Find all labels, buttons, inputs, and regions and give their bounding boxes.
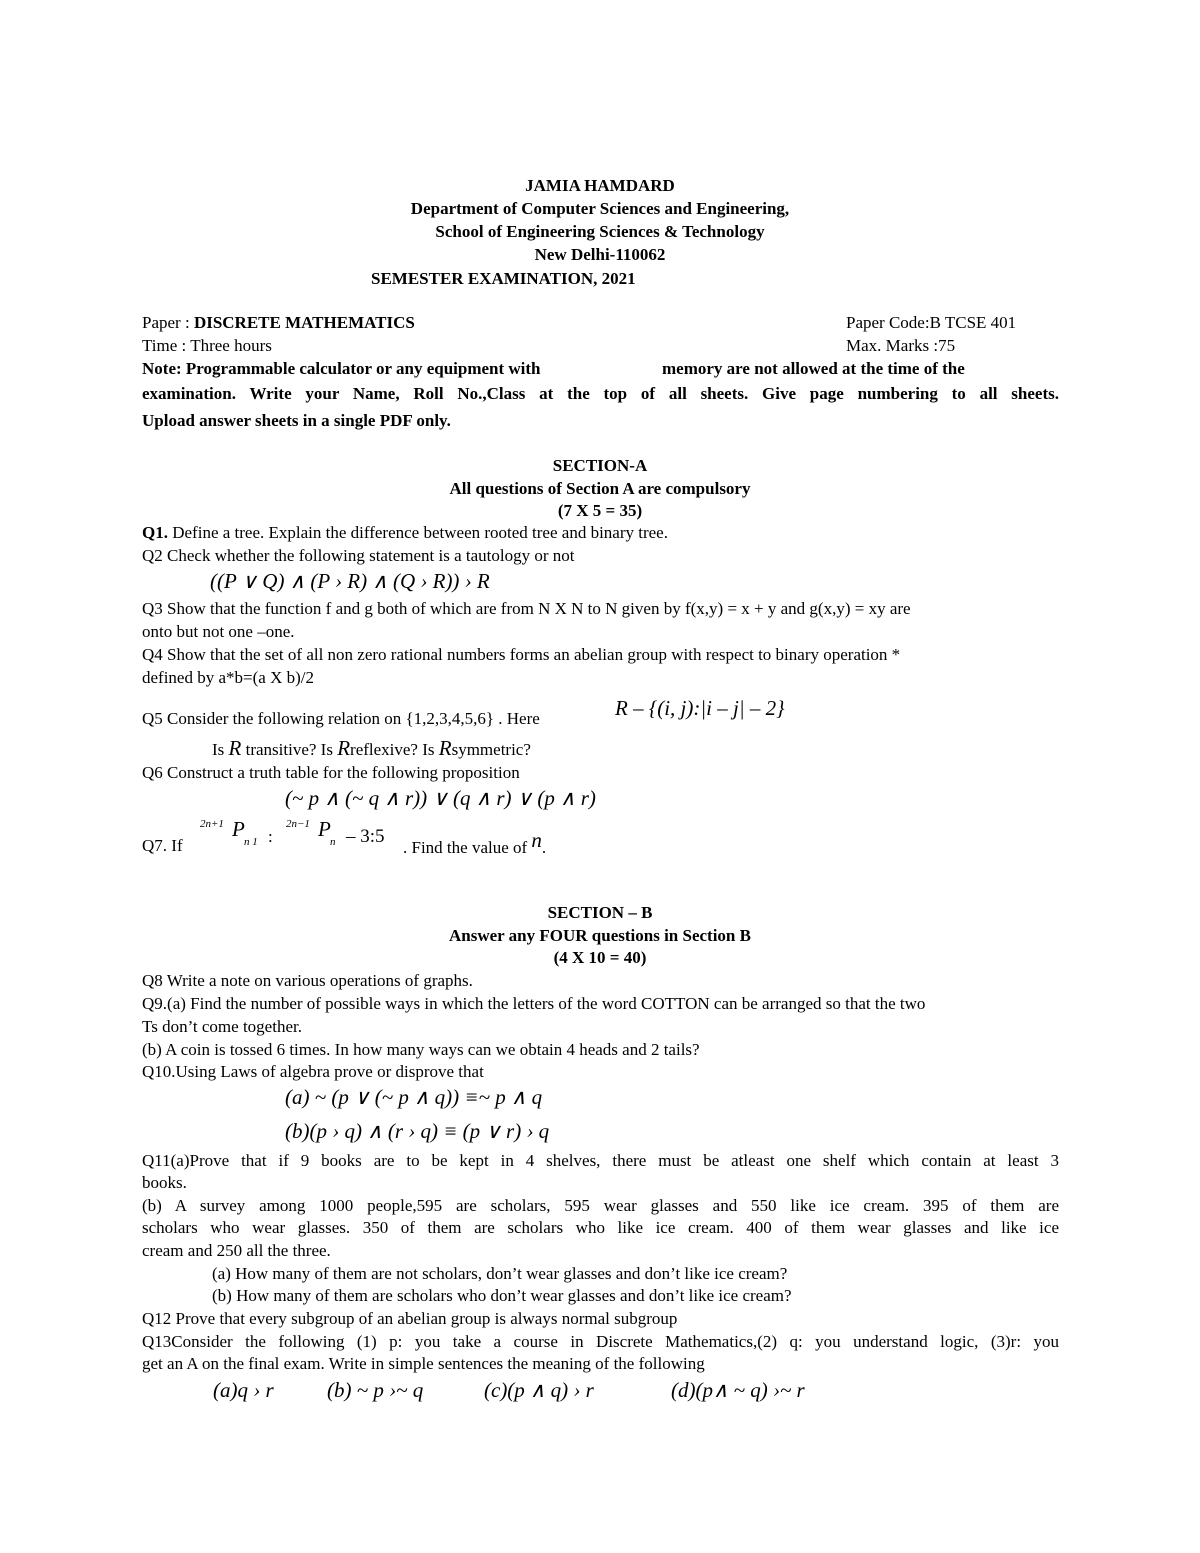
q13-formula-b: (b) ~ p ›~ q — [327, 1378, 424, 1402]
q1-text: Define a tree. Explain the difference between rooted tree and binary tree. — [167, 523, 668, 542]
department-name: Department of Computer Sciences and Engineering, — [410, 199, 790, 218]
max-marks: Max. Marks :75 — [846, 336, 956, 355]
city-line: New Delhi-110062 — [534, 245, 666, 264]
q5-r-symbol-2: R — [337, 736, 351, 760]
paper-label: Paper : — [142, 313, 194, 332]
q5-r-symbol-3: R — [438, 736, 452, 760]
section-a-title: SECTION-A — [552, 456, 648, 475]
time-line: Time : Three hours — [142, 336, 272, 355]
q7-n-symbol: n — [531, 828, 542, 852]
q10-formula-a: (a) ~ (p ∨ (~ p ∧ q)) ≡~ p ∧ q — [285, 1085, 543, 1109]
q7-sup-1: 2n+1 — [200, 818, 224, 830]
paper-code: Paper Code:B TCSE 401 — [846, 313, 1017, 332]
paper-name: DISCRETE MATHEMATICS — [193, 313, 415, 332]
note-line-1a: Note: Programmable calculator or any equipment with — [142, 359, 541, 378]
question-9-line-2: Ts don’t come together. — [142, 1017, 302, 1036]
question-4-line-2: defined by a*b=(a X b)/2 — [142, 668, 314, 687]
q7-end: . — [541, 838, 547, 857]
question-9-b: (b) A coin is tossed 6 times. In how many ways can we obtain 4 heads and 2 tails? — [142, 1040, 700, 1059]
question-3-line-2: onto but not one –one. — [142, 622, 295, 641]
question-10: Q10.Using Laws of algebra prove or disprove that — [142, 1062, 484, 1081]
q7-sub-1: n 1 — [244, 836, 258, 848]
q7-p-1: P — [232, 817, 245, 841]
note-line-1b: memory are not allowed at the time of the — [662, 359, 965, 378]
section-a-instruction: All questions of Section A are compulsory — [449, 479, 751, 498]
q13-formula-c: (c)(p ∧ q) › r — [484, 1378, 594, 1402]
q7-ratio: – 3:5 — [346, 826, 385, 847]
q13-formula-a: (a)q › r — [213, 1378, 274, 1402]
q7-p-2: P — [318, 817, 331, 841]
question-4-line-1: Q4 Show that the set of all non zero rational numbers forms an abelian group with respect to binary operation * — [142, 645, 901, 664]
q1-label: Q1. — [142, 523, 168, 542]
question-1 — [142, 522, 668, 544]
note-line-3: Upload answer sheets in a single PDF only. — [142, 411, 451, 430]
q7-sup-2: 2n−1 — [286, 818, 310, 830]
university-name: JAMIA HAMDARD — [525, 176, 675, 195]
q7-tail — [403, 828, 547, 859]
question-7-label: Q7. If — [142, 836, 183, 855]
question-2: Q2 Check whether the following statement is a tautology or not — [142, 546, 575, 565]
question-11-b-sub-b: (b) How many of them are scholars who don’t wear glasses and don’t like ice cream? — [212, 1286, 792, 1305]
note-line-2: examination. Write your Name, Roll No.,Class at the top of all sheets. Give page numbering to all sheets. — [142, 384, 1059, 403]
question-13-line-2: get an A on the final exam. Write in simple sentences the meaning of the following — [142, 1354, 705, 1373]
question-11-line-2: books. — [142, 1173, 187, 1192]
paper-line — [142, 312, 415, 334]
question-11-b-line-2: scholars who wear glasses. 350 of them are scholars who like ice cream. 400 of them wear glasses and like ice — [142, 1218, 1059, 1237]
q5-transitive: transitive? Is — [241, 740, 338, 759]
q5-is-1: Is — [212, 740, 229, 759]
q5-relation-formula: R – {(i, j):|i – j| – 2} — [615, 696, 785, 720]
section-a-marks: (7 X 5 = 35) — [557, 501, 643, 520]
section-b-title: SECTION – B — [547, 903, 653, 922]
q7-colon: : — [268, 827, 273, 846]
q5-reflexive: reflexive? Is — [350, 740, 439, 759]
question-6: Q6 Construct a truth table for the following proposition — [142, 763, 520, 782]
question-11-b-line-1: (b) A survey among 1000 people,595 are scholars, 595 wear glasses and 550 like ice cream. 395 of them are — [142, 1196, 1059, 1215]
question-5-line-2 — [212, 737, 531, 761]
question-11-line-1: Q11(a)Prove that if 9 books are to be kept in 4 shelves, there must be atleast one shelf which contain at least 3 — [142, 1151, 1059, 1170]
q5-symmetric: symmetric? — [451, 740, 531, 759]
question-13-line-1: Q13Consider the following (1) p: you take a course in Discrete Mathematics,(2) q: you understand logic, (3)r: you — [142, 1332, 1059, 1351]
q5-r-symbol-1: R — [228, 736, 242, 760]
section-b-marks: (4 X 10 = 40) — [553, 948, 647, 967]
q2-formula: ((P ∨ Q) ∧ (P › R) ∧ (Q › R)) › R — [210, 569, 490, 593]
question-8: Q8 Write a note on various operations of graphs. — [142, 971, 473, 990]
question-11-b-sub-a: (a) How many of them are not scholars, don’t wear glasses and don’t like ice cream? — [212, 1264, 788, 1283]
q7-tail-text: . Find the value of — [403, 838, 532, 857]
q6-formula: (~ p ∧ (~ q ∧ r)) ∨ (q ∧ r) ∨ (p ∧ r) — [285, 786, 596, 810]
exam-title: SEMESTER EXAMINATION, 2021 — [371, 269, 636, 288]
question-12: Q12 Prove that every subgroup of an abelian group is always normal subgroup — [142, 1309, 678, 1328]
question-9-line-1: Q9.(a) Find the number of possible ways in which the letters of the word COTTON can be arranged so that the two — [142, 994, 926, 1013]
question-5-text: Q5 Consider the following relation on {1,2,3,4,5,6} . Here — [142, 709, 540, 728]
q7-sub-2: n — [330, 836, 336, 848]
question-3-line-1: Q3 Show that the function f and g both of which are from N X N to N given by f(x,y) = x + y and g(x,y) = xy are — [142, 599, 911, 618]
section-b-instruction: Answer any FOUR questions in Section B — [449, 926, 751, 945]
school-name: School of Engineering Sciences & Technology — [435, 222, 765, 241]
q13-formula-d: (d)(p∧ ~ q) ›~ r — [671, 1378, 805, 1402]
question-11-b-line-3: cream and 250 all the three. — [142, 1241, 331, 1260]
q10-formula-b: (b)(p › q) ∧ (r › q) ≡ (p ∨ r) › q — [285, 1119, 550, 1143]
